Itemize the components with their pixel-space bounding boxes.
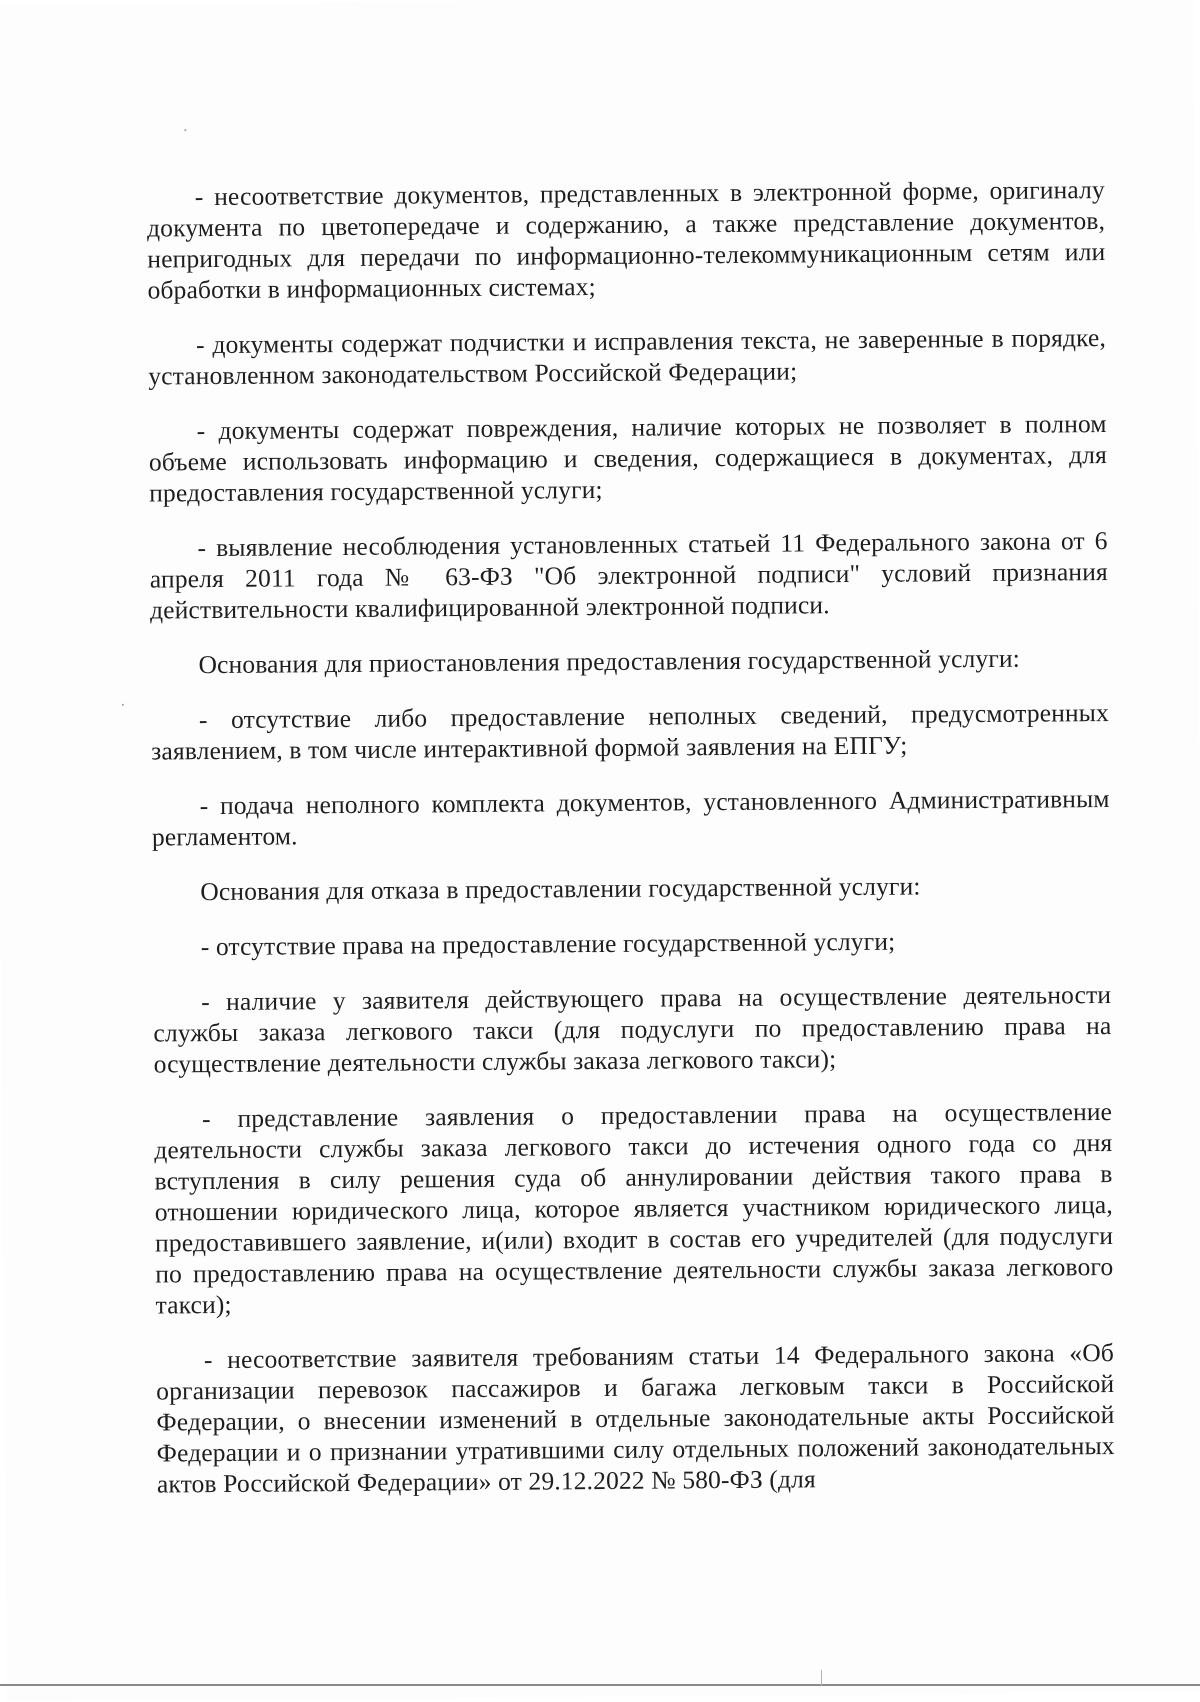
scan-speck xyxy=(184,129,186,131)
scan-speck xyxy=(122,704,124,706)
paragraph-incomplete-information: - отсутствие либо предоставление неполных сведений, предусмотренных заявлением, в том числе интерактивной формой заявления на ЕПГУ; xyxy=(151,697,1110,766)
paragraph-application-before-one-year: - представление заявления о предоставлении права на осуществление деятельности службы заказа легкового такси до истечения одного года со дня вступления в силу решения суда об аннулировании действия такого права в отношении юридического лица, которое является участником юридического лица, предоставившего заявление, и(или) входит в состав его учредителей (для подуслуги по предоставлению права на осуществление деятельности службы заказа легкового такси); xyxy=(154,1096,1114,1320)
paragraph-electronic-signature-validity: - выявление несоблюдения установленных статьей 11 Федерального закона от 6 апреля 2011 года № 63-ФЗ "Об электронной подписи" условий признания действительности квалифицированной электронной подписи. xyxy=(149,526,1108,625)
paragraph-nonconformity-electronic-documents: - несоответствие документов, представленных в электронной форме, оригиналу документа по цветопередаче и содержанию, а также представление документов, непригодных для передачи по информационно-телекоммуникационным сетям или обработки в информационных системах; xyxy=(146,175,1106,305)
heading-suspension-grounds: Основания для приостановления предоставления государственной услуги: xyxy=(198,643,1021,680)
paragraph-applicant-requirements: - несоответствие заявителя требованиям статьи 14 Федерального закона «Об организации перевозок пассажиров и багажа легковым такси в Российской Федерации, о внесении изменений в отдельные законодательные акты Российской Федерации и о признании утратившими силу отдельных положений законодательных актов Российской Федерации» от 29.12.2022 № 580-ФЗ (для xyxy=(156,1337,1115,1499)
heading-refusal-grounds: Основания для отказа в предоставлении государственной услуги: xyxy=(200,871,921,907)
paragraph-no-right-to-service: - отсутствие права на предоставление государственной услуги; xyxy=(200,926,896,962)
paragraph-existing-taxi-right: - наличие у заявителя действующего права на осуществление деятельности службы заказа легкового такси (для подуслуги по предоставлению права на осуществление деятельности службы заказа легкового такси); xyxy=(153,979,1112,1079)
scan-bottom-edge xyxy=(0,1684,1200,1686)
paragraph-erasures-corrections: - документы содержат подчистки и исправления текста, не заверенные в порядке, установленном законодательством Российской Федерации; xyxy=(148,323,1107,391)
paragraph-incomplete-document-set: - подача неполного комплекта документов, установленного Административным регламентом. xyxy=(151,783,1110,852)
document-body xyxy=(147,174,1116,1523)
scan-edge-tick xyxy=(821,1670,822,1686)
paragraph-document-damage: - документы содержат повреждения, наличие которых не позволяет в полном объеме использовать информацию и сведения, содержащиеся в документах, для предоставления государственной услуги; xyxy=(148,409,1108,508)
